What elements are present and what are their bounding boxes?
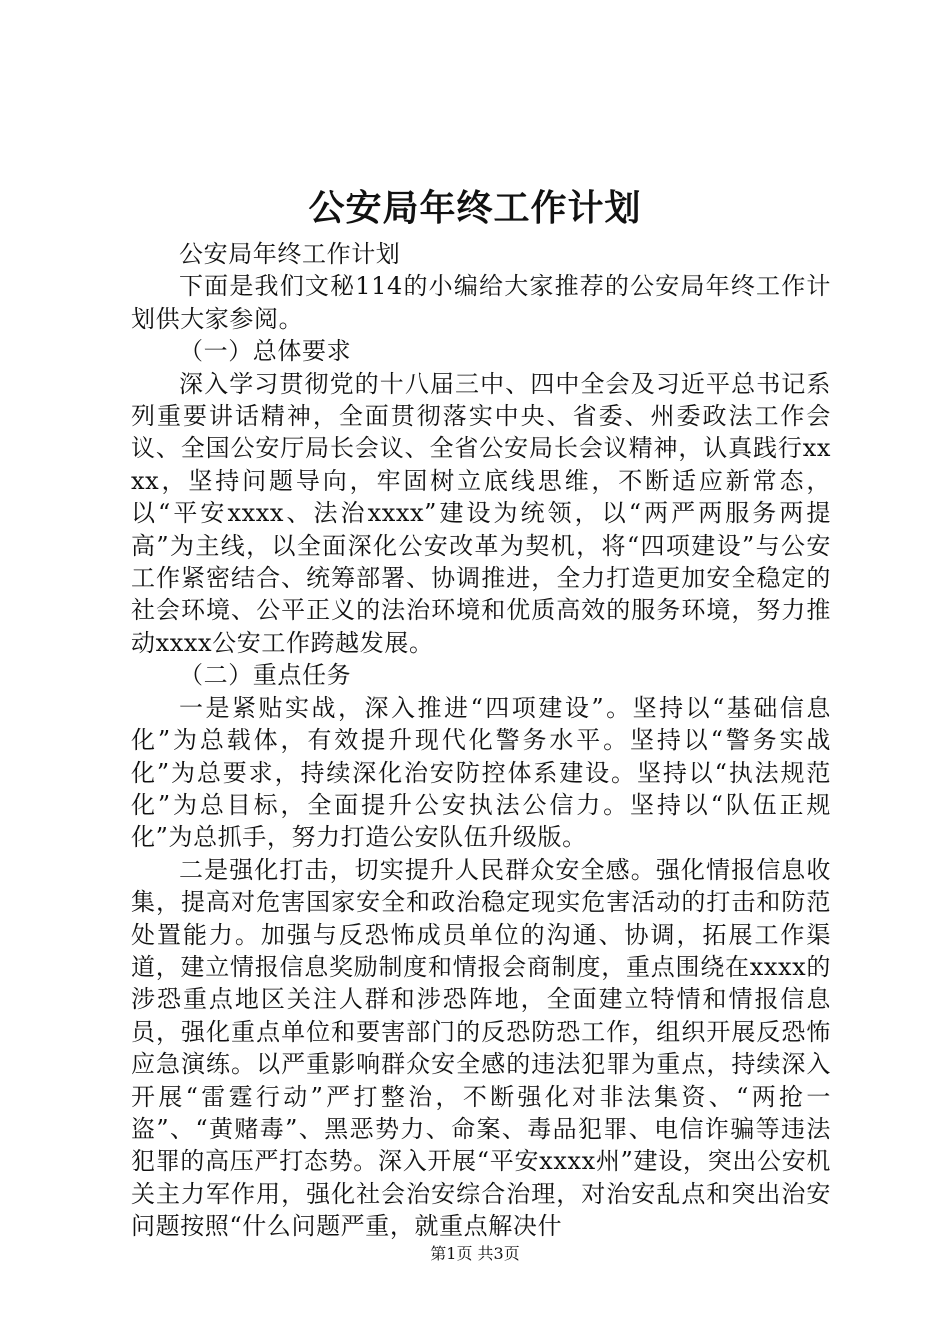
document-title: 公安局年终工作计划 xyxy=(308,187,642,229)
paragraph-task-one: 一是紧贴实战，深入推进“四项建设”。坚持以“基础信息化”为总载体，有效提升现代化警务水平。坚持以“警务实战化”为总要求，持续深化治安防控体系建设。坚持以“执法规范化”为总目标，全面提升公安执法公信力。坚持以“队伍正规化”为总抓手，努力打造公安队伍升级版。 xyxy=(131,693,831,852)
page-number-footer: 第1页 共3页 xyxy=(430,1244,520,1263)
paragraph-subtitle: 公安局年终工作计划 xyxy=(179,240,401,268)
document-body xyxy=(131,238,831,1243)
paragraph-general-requirements: 深入学习贯彻党的十八届三中、四中全会及习近平总书记系列重要讲话精神，全面贯彻落实中央、省委、州委政法工作会议、全国公安厅局长会议、全省公安局长会议精神，认真践行xxxx，坚持问题导向，牢固树立底线思维，不断适应新常态，以“平安xxxx、法治xxxx”建设为统领，以“两严两服务两提高”为主线，以全面深化公安改革为契机，将“四项建设”与公安工作紧密结合、统筹部署、协调推进，全力打造更加安全稳定的社会环境、公平正义的法治环境和优质高效的服务环境，努力推动xxxx公安工作跨越发展。 xyxy=(131,369,831,657)
section-heading-key-tasks: （二）重点任务 xyxy=(179,661,352,690)
paragraph-task-two: 二是强化打击，切实提升人民群众安全感。强化情报信息收集，提高对危害国家安全和政治稳定现实危害活动的打击和防范处置能力。加强与反恐怖成员单位的沟通、协调，拓展工作渠道，建立情报信息奖励制度和情报会商制度，重点围绕在xxxx的涉恐重点地区关注人群和涉恐阵地，全面建立特情和情报信息员，强化重点单位和要害部门的反恐防恐工作，组织开展反恐怖应急演练。以严重影响群众安全感的违法犯罪为重点，持续深入开展“雷霆行动”严打整治，不断强化对非法集资、“两抢一盗”、“黄赌毒”、黑恶势力、命案、毒品犯罪、电信诈骗等违法犯罪的高压严打态势。深入开展“平安xxxx州”建设，突出公安机关主力军作用，强化社会治安综合治理，对治安乱点和突出治安问题按照“什么问题严重，就重点解决什 xyxy=(131,855,831,1241)
section-heading-general-requirements: （一）总体要求 xyxy=(179,337,352,366)
paragraph-intro: 下面是我们文秘114的小编给大家推荐的公安局年终工作计划供大家参阅。 xyxy=(131,272,831,333)
